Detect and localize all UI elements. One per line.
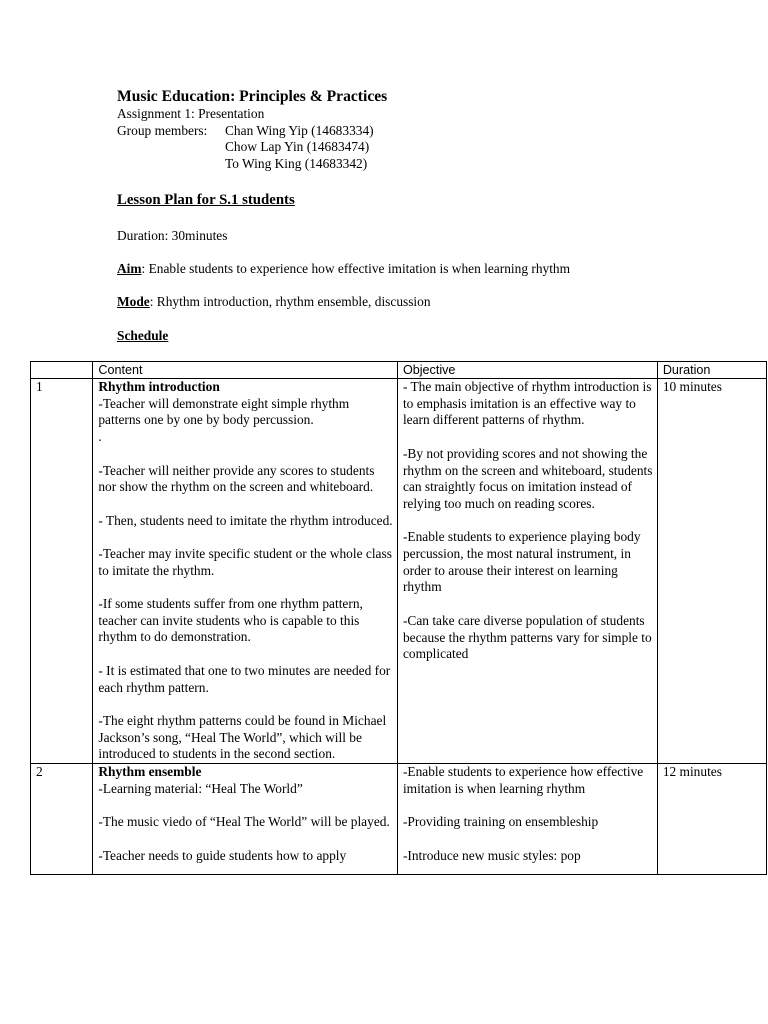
header-content: Content: [93, 362, 398, 379]
objective-cell: [397, 764, 657, 875]
schedule-table: [30, 361, 767, 875]
member-item: Chan Wing Yip (14683334): [225, 122, 374, 138]
content-cell: [93, 764, 398, 875]
aim-label: Aim: [117, 261, 142, 276]
content-paragraph: - Then, students need to imitate the rhythm introduced.: [98, 512, 393, 528]
content-paragraph: -Teacher will neither provide any scores to students nor show the rhythm on the screen and whiteboard.: [98, 462, 375, 495]
section-title: Rhythm ensemble: [98, 764, 202, 780]
objective-paragraph: -Introduce new music styles: pop: [402, 847, 581, 863]
members-label: Group members:: [117, 122, 208, 138]
content-paragraph: -If some students suffer from one rhythm pattern, teacher can invite students who is capable to this rhythm to do demonstration.: [98, 596, 363, 645]
aim-text: : Enable students to experience how effective imitation is when learning rhythm: [141, 261, 571, 276]
objective-paragraph: -By not providing scores and not showing the rhythm on the screen and whiteboard, students can straightly focus on imitation instead of relying too much on reading scores.: [402, 445, 653, 511]
content-paragraph: -Learning material: “Heal The World”: [98, 780, 303, 796]
duration-cell: 12 minutes: [657, 764, 766, 875]
row-number: 2: [31, 764, 93, 875]
group-members: [117, 123, 677, 173]
mode-label: Mode: [117, 294, 150, 309]
duration-cell: 10 minutes: [657, 379, 766, 764]
members-list: [225, 123, 374, 173]
objective-cell: [397, 379, 657, 764]
header-duration: Duration: [657, 362, 766, 379]
table-row: [31, 764, 767, 875]
objective-paragraph: -Enable students to experience playing body percussion, the most natural instrument, in order to arouse their interest on learning rhythm: [402, 529, 641, 595]
schedule-heading: Schedule: [117, 328, 169, 343]
objective-paragraph: -Providing training on ensembleship: [402, 814, 599, 830]
content-paragraph: -The music viedo of “Heal The World” will be played.: [98, 814, 390, 830]
mode-line: [117, 294, 431, 311]
header-number: [31, 362, 93, 379]
content-paragraph: -Teacher will demonstrate eight simple rhythm patterns one by one by body percussion. .: [98, 395, 350, 445]
objective-paragraph: - The main objective of rhythm introduction is to emphasis imitation is an effective way to learn different patterns of rhythm.: [402, 379, 652, 428]
lesson-plan-title: Lesson Plan for S.1 students: [117, 192, 295, 208]
member-item: To Wing King (14683342): [225, 156, 368, 172]
mode-text: : Rhythm introduction, rhythm ensemble, discussion: [149, 294, 431, 309]
content-paragraph: - It is estimated that one to two minutes are needed for each rhythm pattern.: [98, 662, 391, 695]
document-header: [117, 88, 677, 173]
course-title: Music Education: Principles & Practices: [117, 88, 388, 105]
aim-line: [117, 261, 570, 278]
content-cell: [93, 379, 398, 764]
content-paragraph: -Teacher needs to guide students how to apply: [98, 847, 347, 863]
member-item: Chow Lap Yin (14683474): [225, 139, 370, 155]
content-paragraph: -Teacher may invite specific student or the whole class to imitate the rhythm.: [98, 545, 392, 578]
row-number: 1: [31, 379, 93, 764]
objective-paragraph: -Enable students to experience how effective imitation is when learning rhythm: [402, 764, 644, 796]
header-objective: Objective: [397, 362, 657, 379]
section-title: Rhythm introduction: [98, 379, 220, 394]
assignment-line: Assignment 1: Presentation: [117, 106, 265, 121]
table-header-row: [31, 362, 767, 379]
duration-line: Duration: 30minutes: [117, 228, 228, 243]
objective-paragraph: -Can take care diverse population of students because the rhythm patterns vary for simple to complicated: [402, 612, 652, 662]
content-paragraph: -The eight rhythm patterns could be found in Michael Jackson’s song, “Heal The World”, which will be introduced to students in the second section.: [98, 712, 387, 762]
table-row: [31, 379, 767, 764]
